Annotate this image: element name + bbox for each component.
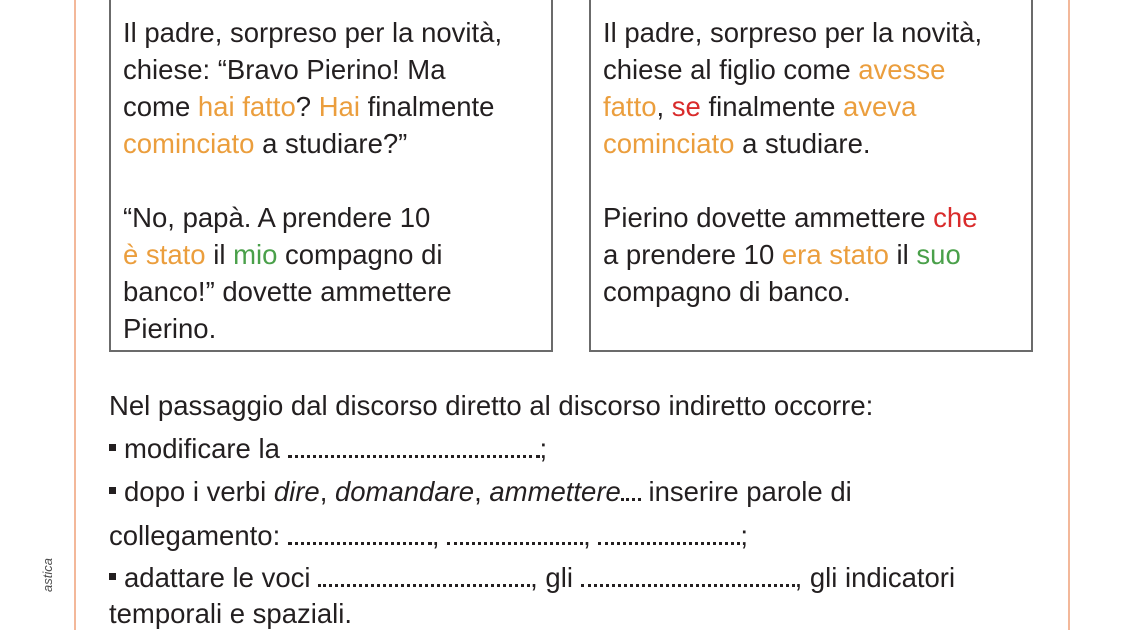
direct-line: chiese: “Bravo Pierino! Ma	[123, 54, 446, 85]
side-label: astica	[40, 558, 55, 592]
direct-speech-box	[109, 0, 553, 352]
bullet-icon	[109, 487, 116, 494]
highlight-verb: aveva	[843, 91, 917, 122]
direct-line: è stato il mio compagno di	[123, 239, 443, 270]
highlight-possessive: suo	[916, 239, 961, 270]
highlight-possessive: mio	[233, 239, 278, 270]
indirect-line: compagno di banco.	[603, 276, 851, 307]
bullet-icon	[109, 444, 116, 451]
direct-line: Pierino.	[123, 313, 217, 344]
blank-field[interactable]	[447, 526, 583, 545]
blank-field[interactable]	[621, 482, 641, 501]
direct-line: “No, papà. A prendere 10	[123, 202, 431, 233]
indirect-line: Pierino dovette ammettere che	[603, 202, 978, 233]
direct-line: Il padre, sorpreso per la novità,	[123, 17, 503, 48]
highlight-verb: avesse	[858, 54, 946, 85]
indirect-line: fatto, se finalmente aveva	[603, 91, 917, 122]
indirect-speech-box	[589, 0, 1033, 352]
direct-line: come hai fatto? Hai finalmente	[123, 91, 495, 122]
blank-field[interactable]	[318, 568, 530, 587]
rules-intro: Nel passaggio dal discorso diretto al discorso indiretto occorre:	[109, 390, 874, 421]
indirect-line: Il padre, sorpreso per la novità,	[603, 17, 983, 48]
indirect-line: a prendere 10 era stato il suo	[603, 239, 961, 270]
direct-line: banco!” dovette ammettere	[123, 276, 452, 307]
rule-item: collegamento: , , ;	[109, 520, 749, 551]
blank-field[interactable]	[581, 568, 795, 587]
highlight-connector: che	[933, 202, 978, 233]
highlight-verb: cominciato	[603, 128, 735, 159]
blank-field[interactable]	[598, 526, 740, 545]
highlight-verb: era stato	[781, 239, 889, 270]
right-margin-line	[1068, 0, 1070, 630]
rule-item: adattare le voci , gli , gli indicatori	[109, 556, 1049, 599]
direct-line: cominciato a studiare?”	[123, 128, 408, 159]
bullet-icon	[109, 573, 116, 580]
highlight-verb: hai fatto	[197, 91, 296, 122]
blank-field[interactable]	[288, 526, 432, 545]
rule-item: dopo i verbi dire, domandare, ammettere inserire parole di	[109, 470, 1049, 513]
left-margin-line	[74, 0, 76, 630]
highlight-verb: è stato	[123, 239, 206, 270]
highlight-connector: se	[671, 91, 701, 122]
highlight-verb: cominciato	[123, 128, 255, 159]
rule-item: temporali e spaziali.	[109, 598, 353, 629]
blank-field[interactable]	[288, 439, 540, 458]
rule-item: modificare la ;	[109, 427, 1049, 470]
highlight-verb: Hai	[318, 91, 360, 122]
indirect-line: cominciato a studiare.	[603, 128, 871, 159]
indirect-line: chiese al figlio come avesse	[603, 54, 946, 85]
highlight-verb: fatto	[603, 91, 657, 122]
